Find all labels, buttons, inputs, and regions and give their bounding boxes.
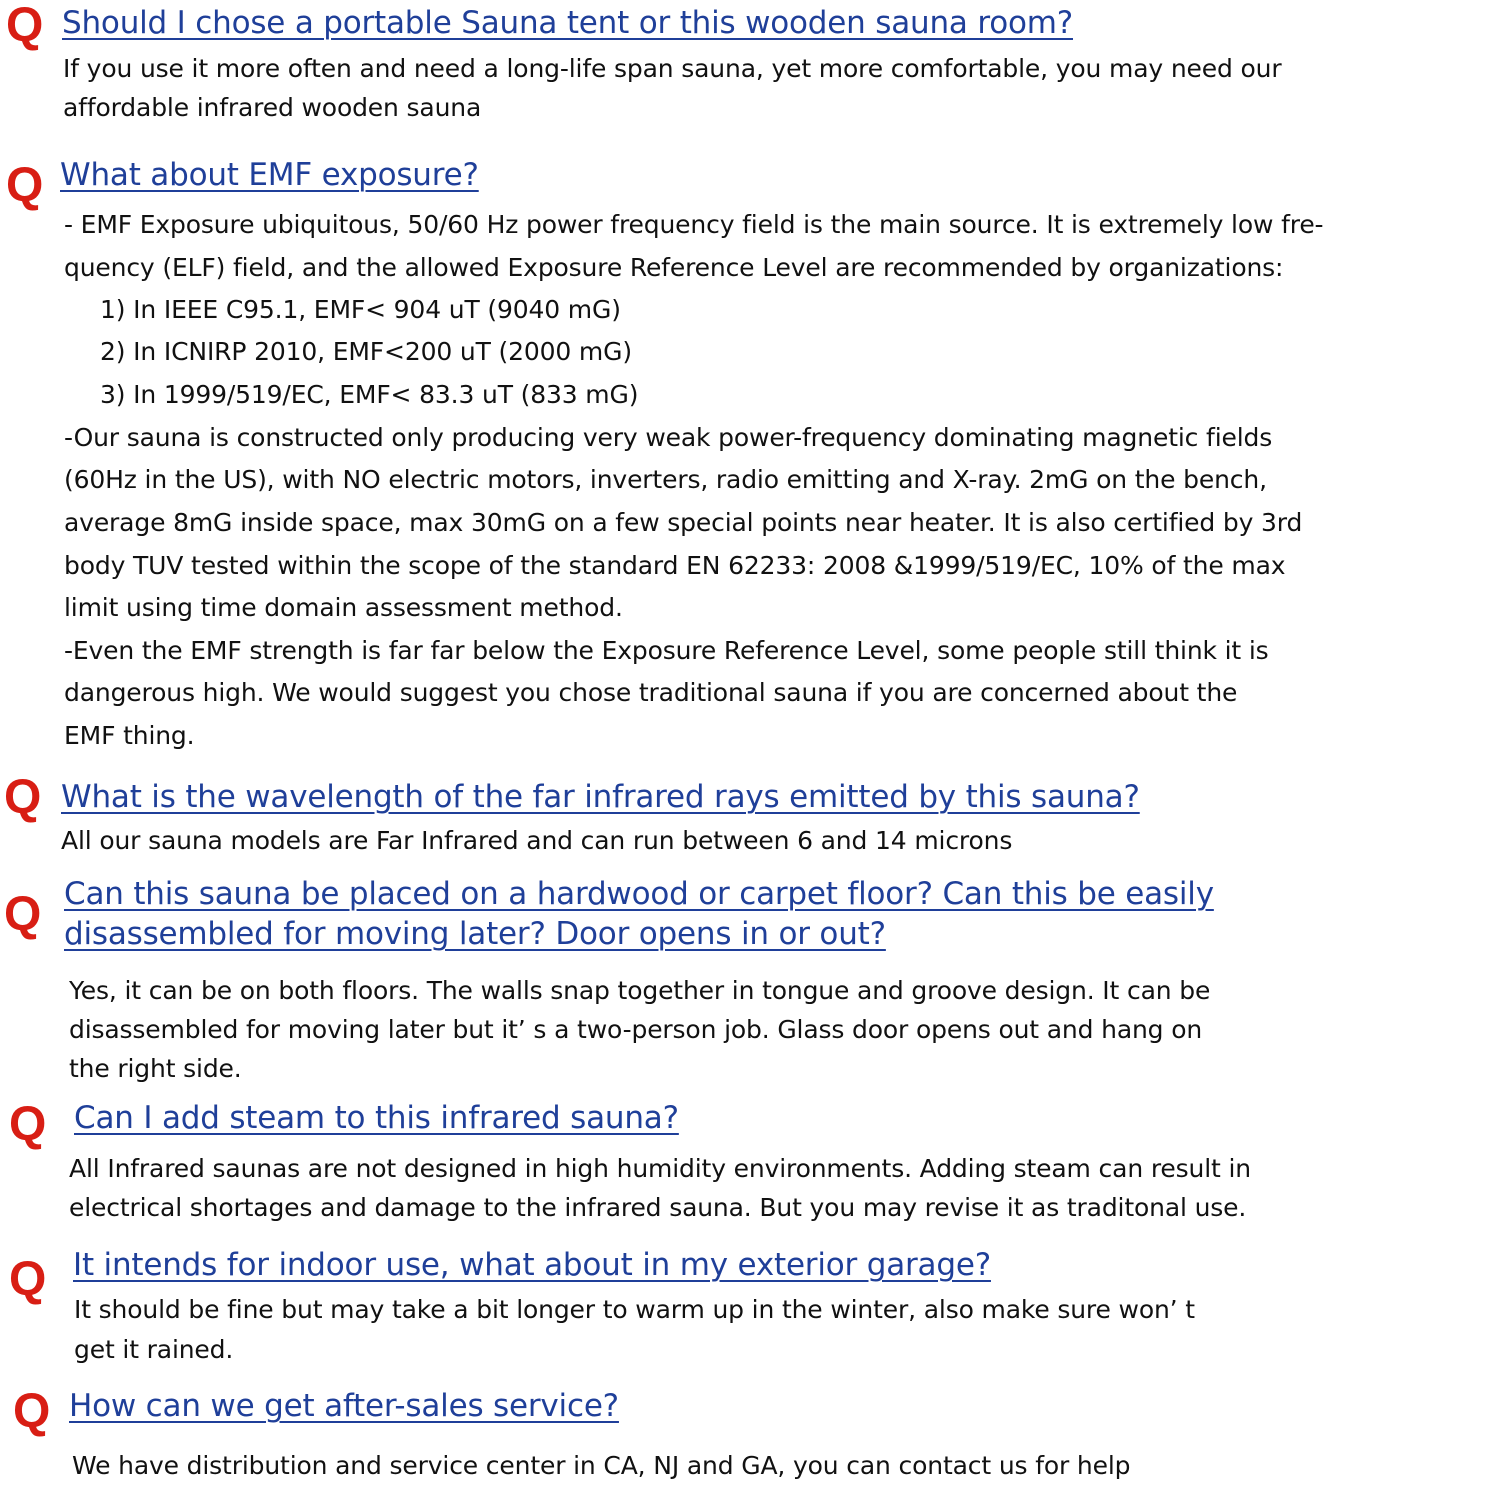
question-link[interactable]: Should I chose a portable Sauna tent or this wooden sauna room? <box>62 5 1073 41</box>
question-link[interactable]: What is the wavelength of the far infrared rays emitted by this sauna? <box>61 779 1140 815</box>
answer-line: We have distribution and service center in CA, NJ and GA, you can contact us for help <box>72 1451 1131 1480</box>
answer-line: affordable infrared wooden sauna <box>63 93 482 122</box>
answer-line: the right side. <box>69 1054 242 1083</box>
answer-line: average 8mG inside space, max 30mG on a few special points near heater. It is also certified by 3rd <box>64 508 1303 537</box>
answer-line: electrical shortages and damage to the infrared sauna. But you may revise it as traditonal use. <box>69 1193 1247 1222</box>
answer-line: -Even the EMF strength is far far below the Exposure Reference Level, some people still think it is <box>64 636 1269 665</box>
answer-line: If you use it more often and need a long-life span sauna, yet more comfortable, you may need our <box>63 54 1282 83</box>
question-mark-icon: Q <box>4 771 42 824</box>
question-link[interactable]: What about EMF exposure? <box>60 157 479 193</box>
question-link[interactable]: It intends for indoor use, what about in my exterior garage? <box>73 1247 991 1283</box>
answer-line: dangerous high. We would suggest you chose traditional sauna if you are concerned about the <box>64 678 1238 707</box>
question-mark-icon: Q <box>6 159 44 212</box>
question-mark-icon: Q <box>13 1385 51 1438</box>
answer-line: It should be fine but may take a bit longer to warm up in the winter, also make sure won’ t <box>74 1295 1195 1324</box>
answer-line: -Our sauna is constructed only producing very weak power-frequency dominating magnetic fields <box>64 423 1273 452</box>
answer-line: quency (ELF) field, and the allowed Exposure Reference Level are recommended by organizations: <box>64 253 1284 282</box>
question-mark-icon: Q <box>4 888 42 941</box>
question-link[interactable]: disassembled for moving later? Door opens in or out? <box>64 916 886 952</box>
answer-line: Yes, it can be on both floors. The walls snap together in tongue and groove design. It can be <box>69 976 1211 1005</box>
answer-line: disassembled for moving later but it’ s a two-person job. Glass door opens out and hang on <box>69 1015 1203 1044</box>
answer-line: get it rained. <box>74 1335 234 1364</box>
answer-line: limit using time domain assessment method. <box>64 593 623 622</box>
answer-line: All Infrared saunas are not designed in high humidity environments. Adding steam can result in <box>69 1154 1251 1183</box>
answer-line: 1) In IEEE C95.1, EMF< 904 uT (9040 mG) <box>100 295 621 324</box>
answer-line: 3) In 1999/519/EC, EMF< 83.3 uT (833 mG) <box>100 380 639 409</box>
question-link[interactable]: Can I add steam to this infrared sauna? <box>74 1100 679 1136</box>
answer-line: EMF thing. <box>64 721 195 750</box>
question-mark-icon: Q <box>6 0 44 52</box>
question-link[interactable]: How can we get after-sales service? <box>69 1388 619 1424</box>
answer-line: All our sauna models are Far Infrared and can run between 6 and 14 microns <box>61 826 1013 855</box>
question-mark-icon: Q <box>9 1098 47 1151</box>
question-link[interactable]: Can this sauna be placed on a hardwood or carpet floor? Can this be easily <box>64 876 1214 912</box>
answer-line: - EMF Exposure ubiquitous, 50/60 Hz power frequency field is the main source. It is extremely low fre- <box>64 210 1324 239</box>
answer-line: body TUV tested within the scope of the standard EN 62233: 2008 &1999/519/EC, 10% of the max <box>64 551 1286 580</box>
question-mark-icon: Q <box>9 1253 47 1306</box>
answer-line: 2) In ICNIRP 2010, EMF<200 uT (2000 mG) <box>100 337 632 366</box>
answer-line: (60Hz in the US), with NO electric motors, inverters, radio emitting and X-ray. 2mG on the bench, <box>64 465 1267 494</box>
